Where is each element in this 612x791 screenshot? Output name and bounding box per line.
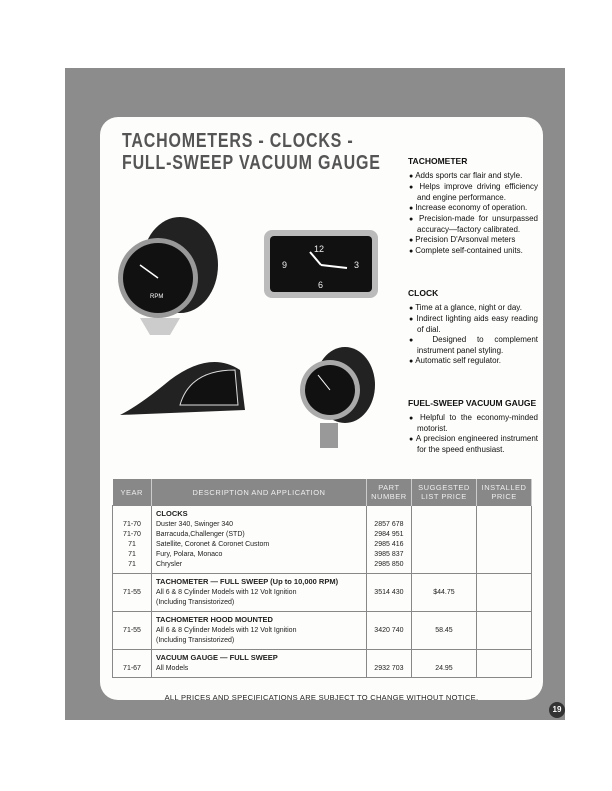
price-cell: 24.95: [411, 650, 476, 678]
col-description: DESCRIPTION AND APPLICATION: [152, 479, 367, 506]
col-part-number: PART NUMBER: [367, 479, 412, 506]
svg-text:3: 3: [354, 260, 360, 270]
part-cell: 3514 430: [367, 574, 412, 612]
year-cell: 71-55: [113, 574, 152, 612]
col-installed-price: INSTALLED PRICE: [477, 479, 532, 506]
section-heading: TACHOMETER: [408, 156, 468, 166]
section-heading: CLOCK: [408, 288, 439, 298]
installed-cell: [477, 612, 532, 650]
tachometer-photo: [110, 210, 220, 340]
description-cell: VACUUM GAUGE — FULL SWEEP All Models: [152, 650, 367, 678]
page-number: 19: [549, 702, 565, 718]
table-row: [113, 650, 532, 678]
table-row: [113, 574, 532, 612]
title-line-2: FULL-SWEEP VACUUM GAUGE: [122, 152, 381, 174]
part-cell: 3420 740: [367, 612, 412, 650]
price-cell: $44.75: [411, 574, 476, 612]
part-cell: 2932 703: [367, 650, 412, 678]
bullet: ● Helps improve driving efficiency and engine performance.: [408, 182, 538, 203]
description-cell: CLOCKS Duster 340, Swinger 340 Barracuda,Challenger (STD) Satellite, Coronet & Coronet Custom Fury, Polara, Monaco Chrysler: [152, 506, 367, 574]
vacuum-gauge-photo: [290, 345, 380, 455]
year-cell: 71-55: [113, 612, 152, 650]
year-cell: 71-70 71-70 71 71 71: [113, 506, 152, 574]
bullet: ● Increase economy of operation.: [408, 203, 538, 214]
bullet: ● Precision D'Arsonval meters: [408, 235, 538, 246]
price-cell: 58.45: [411, 612, 476, 650]
bullet: ● Automatic self regulator.: [408, 356, 538, 367]
vacuum-gauge-features: [408, 398, 538, 455]
description-cell: TACHOMETER — FULL SWEEP (Up to 10,000 RPM) All 6 & 8 Cylinder Models with 12 Volt Ignition (Including Transistorized): [152, 574, 367, 612]
installed-cell: [477, 650, 532, 678]
installed-cell: [477, 574, 532, 612]
page-title: [122, 130, 381, 174]
section-heading: FUEL-SWEEP VACUUM GAUGE: [408, 398, 537, 408]
bullet: ● Precision-made for unsurpassed accuracy—factory calibrated.: [408, 214, 538, 235]
col-year: YEAR: [113, 479, 152, 506]
bullet: ● Designed to complement instrument panel styling.: [408, 335, 538, 356]
title-line-1: TACHOMETERS - CLOCKS -: [122, 130, 354, 152]
clock-features: [408, 288, 538, 367]
year-cell: 71-67: [113, 650, 152, 678]
rpm-label: RPM: [150, 294, 164, 300]
clock-photo: [262, 228, 382, 300]
table-row: [113, 506, 532, 574]
table-row: [113, 612, 532, 650]
part-cell: 2857 678 2984 951 2985 416 3985 837 2985 850: [367, 506, 412, 574]
svg-text:6: 6: [318, 280, 324, 290]
svg-text:9: 9: [282, 260, 288, 270]
bullet: ● Time at a glance, night or day.: [408, 303, 538, 314]
bullet: ● Complete self-contained units.: [408, 246, 538, 257]
tachometer-features: [408, 156, 538, 257]
description-cell: TACHOMETER HOOD MOUNTED All 6 & 8 Cylinder Models with 12 Volt Ignition (Including Transistorized): [152, 612, 367, 650]
bullet: ● Helpful to the economy-minded motorist.: [408, 413, 538, 434]
price-cell: [411, 506, 476, 574]
svg-text:12: 12: [314, 244, 325, 254]
bullet: ● Indirect lighting aids easy reading of dial.: [408, 314, 538, 335]
disclaimer: ALL PRICES AND SPECIFICATIONS ARE SUBJECT TO CHANGE WITHOUT NOTICE.: [164, 693, 479, 702]
installed-cell: [477, 506, 532, 574]
price-table: [112, 479, 532, 678]
bullet: ● Adds sports car flair and style.: [408, 171, 538, 182]
hood-tachometer-photo: [120, 350, 250, 420]
bullet: ● A precision engineered instrument for the speed enthusiast.: [408, 434, 538, 455]
col-list-price: SUGGESTED LIST PRICE: [411, 479, 476, 506]
